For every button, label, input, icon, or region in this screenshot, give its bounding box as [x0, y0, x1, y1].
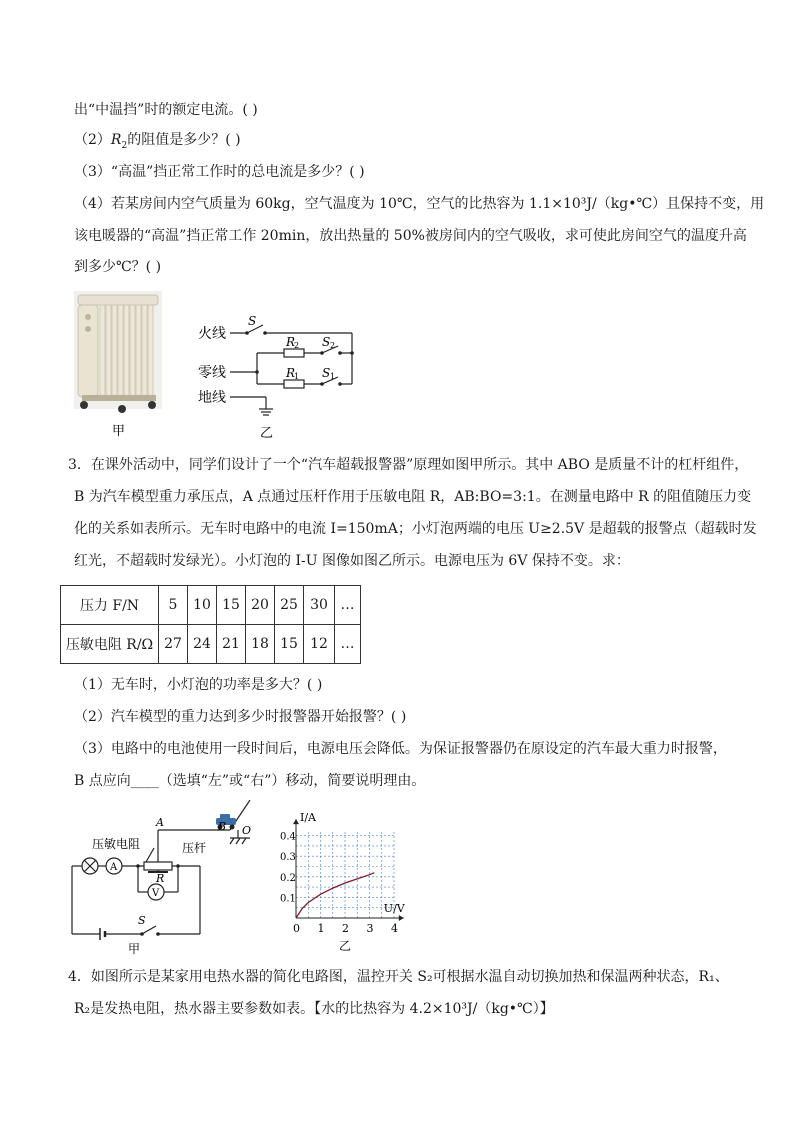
fig-caption-jia: 甲	[112, 424, 126, 439]
label-s1: S	[322, 366, 331, 380]
q3-line-3: 化的关系如表所示。无车时电路中的电流 I=150mA；小灯泡两端的电压 U≥2.5V 是超载的报警点（超载时发	[74, 521, 757, 537]
q2-subq-2-rsub: 2	[121, 140, 128, 151]
label-point-b: B	[218, 820, 227, 833]
table-cell: 25	[275, 586, 304, 625]
x-axis-arrow	[399, 915, 404, 921]
table-cell: 27	[159, 625, 188, 664]
label-r1-sub: 1	[294, 372, 300, 381]
table-cell: 12	[304, 625, 335, 664]
table-cell: …	[335, 586, 361, 625]
q3-line-1: 3．在课外活动中，同学们设计了一个“汽车超载报警器”原理如图甲所示。其中 ABO 是质量不计的杠杆组件，	[68, 457, 749, 473]
y-tick-label: 0.1	[280, 893, 296, 905]
q4-line-2: R₂是发热电阻，热水器主要参数如表。【水的比热容为 4.2×10³J/（kg•℃）】	[74, 1001, 554, 1017]
q3-subq-3-line-1: （3）电路中的电池使用一段时间后，电源电压会降低。为保证报警器仍在原设定的汽车最大重力时报警，	[74, 741, 727, 757]
q2-subq-2-text: 的阻值是多少？( )	[127, 132, 241, 148]
label-r2-sub: 2	[294, 341, 300, 350]
x-tick-label: 4	[391, 922, 398, 935]
label-point-o: O	[242, 824, 252, 837]
q4-line-1: 4．如图所示是某家用电热水器的简化电路图，温控开关 S₂可根据水温自动切换加热和保温两种状态，R₁、	[68, 969, 729, 985]
table-cell: 18	[246, 625, 275, 664]
label-neutral-wire: 零线	[198, 365, 226, 381]
fig-caption-yi: 乙	[260, 426, 274, 441]
label-live-wire: 火线	[198, 326, 226, 342]
label-resistor-r: R	[156, 872, 165, 885]
label-s2-sub: 2	[330, 341, 336, 350]
table-row	[61, 625, 361, 664]
table-cell: 15	[275, 625, 304, 664]
q2-subq-4-line-3: 到多少℃？( )	[74, 259, 162, 275]
q3-subq-2: （2）汽车模型的重力达到多少时报警器开始报警？( )	[74, 709, 407, 725]
q2-figure	[60, 285, 380, 445]
x-tick-label: 0	[293, 922, 300, 935]
label-r1: R	[286, 366, 296, 380]
q2-subq-2-prefix: （2）	[74, 132, 111, 148]
label-s1-sub: 1	[330, 372, 336, 381]
table-cell: 30	[304, 586, 335, 625]
table-cell: …	[335, 625, 361, 664]
x-tick-label: 3	[366, 922, 374, 935]
table-cell: 24	[188, 625, 217, 664]
fig-caption-jia-2: 甲	[128, 942, 141, 956]
q3-subq-3-line-2: B 点应向____（选填“左”或“右”）移动，简要说明理由。	[74, 773, 426, 789]
label-pressure-sensor: 压敏电阻	[92, 837, 141, 851]
label-r2: R	[286, 335, 296, 349]
x-tick-label: 2	[342, 922, 349, 935]
q2-subq-2	[74, 130, 241, 156]
q2-line-1: 出“中温挡”时的额定电流。( )	[74, 102, 258, 118]
label-switch-s: S	[138, 914, 146, 927]
q2-subq-4-line-1: （4）若某房间内空气质量为 60kg，空气温度为 10℃，空气的比热容为 1.1×10³J/（kg•℃）且保持不变，用	[74, 196, 765, 212]
y-tick-label: 0.2	[280, 872, 296, 884]
label-s2: S	[322, 335, 331, 349]
chart-caption: 乙	[339, 939, 352, 953]
q2-subq-4-line-2: 该电暖器的“高温”挡正常工作 20min，放出热量的 50%被房间内的空气吸收，求可使此房间空气的温度升高	[74, 228, 747, 244]
alarm-circuit-figure	[60, 800, 280, 958]
y-tick-label: 0.4	[280, 831, 296, 843]
table-cell: 15	[217, 586, 246, 625]
q3-line-4: 红光，不超载时发绿光）。小灯泡的 I-U 图像如图乙所示。电源电压为 6V 保持不变。求：	[74, 553, 630, 569]
q3-subq-1: （1）无车时，小灯泡的功率是多大？( )	[74, 677, 323, 693]
chart-grid	[296, 830, 394, 918]
table-cell: 5	[159, 586, 188, 625]
label-point-a: A	[156, 816, 164, 829]
table-row	[61, 586, 361, 625]
chart-series-line	[296, 873, 374, 918]
y-tick-label: 0.3	[280, 852, 296, 864]
label-ground-wire: 地线	[198, 390, 226, 406]
table-cell: 10	[188, 586, 217, 625]
oil-heater-illustration	[74, 291, 162, 413]
label-switch-s: S	[248, 314, 257, 328]
chart-y-axis-label: I/A	[300, 811, 316, 825]
ammeter-icon: A	[110, 862, 118, 873]
table-cell: 21	[217, 625, 246, 664]
voltmeter-icon: V	[152, 888, 160, 899]
q3-line-2: B 为汽车模型重力承压点，A 点通过压杆作用于压敏电阻 R，AB:BO=3:1。在测量电路中 R 的阻值随压力变	[74, 489, 752, 505]
q2-subq-2-r: R	[110, 132, 122, 148]
table-header-resistance: 压敏电阻 R/Ω	[61, 625, 159, 664]
y-axis-arrow	[293, 819, 299, 824]
q2-subq-3: （3）“高温”挡正常工作时的总电流是多少？( )	[74, 164, 365, 180]
chart-x-axis-label: U/V	[383, 902, 405, 915]
table-header-force: 压力 F/N	[61, 586, 159, 625]
iu-chart	[280, 800, 430, 956]
label-pressure-rod: 压杆	[182, 841, 207, 855]
table-cell: 20	[246, 586, 275, 625]
pressure-resistance-table	[60, 585, 361, 664]
x-tick-label: 1	[317, 922, 325, 935]
